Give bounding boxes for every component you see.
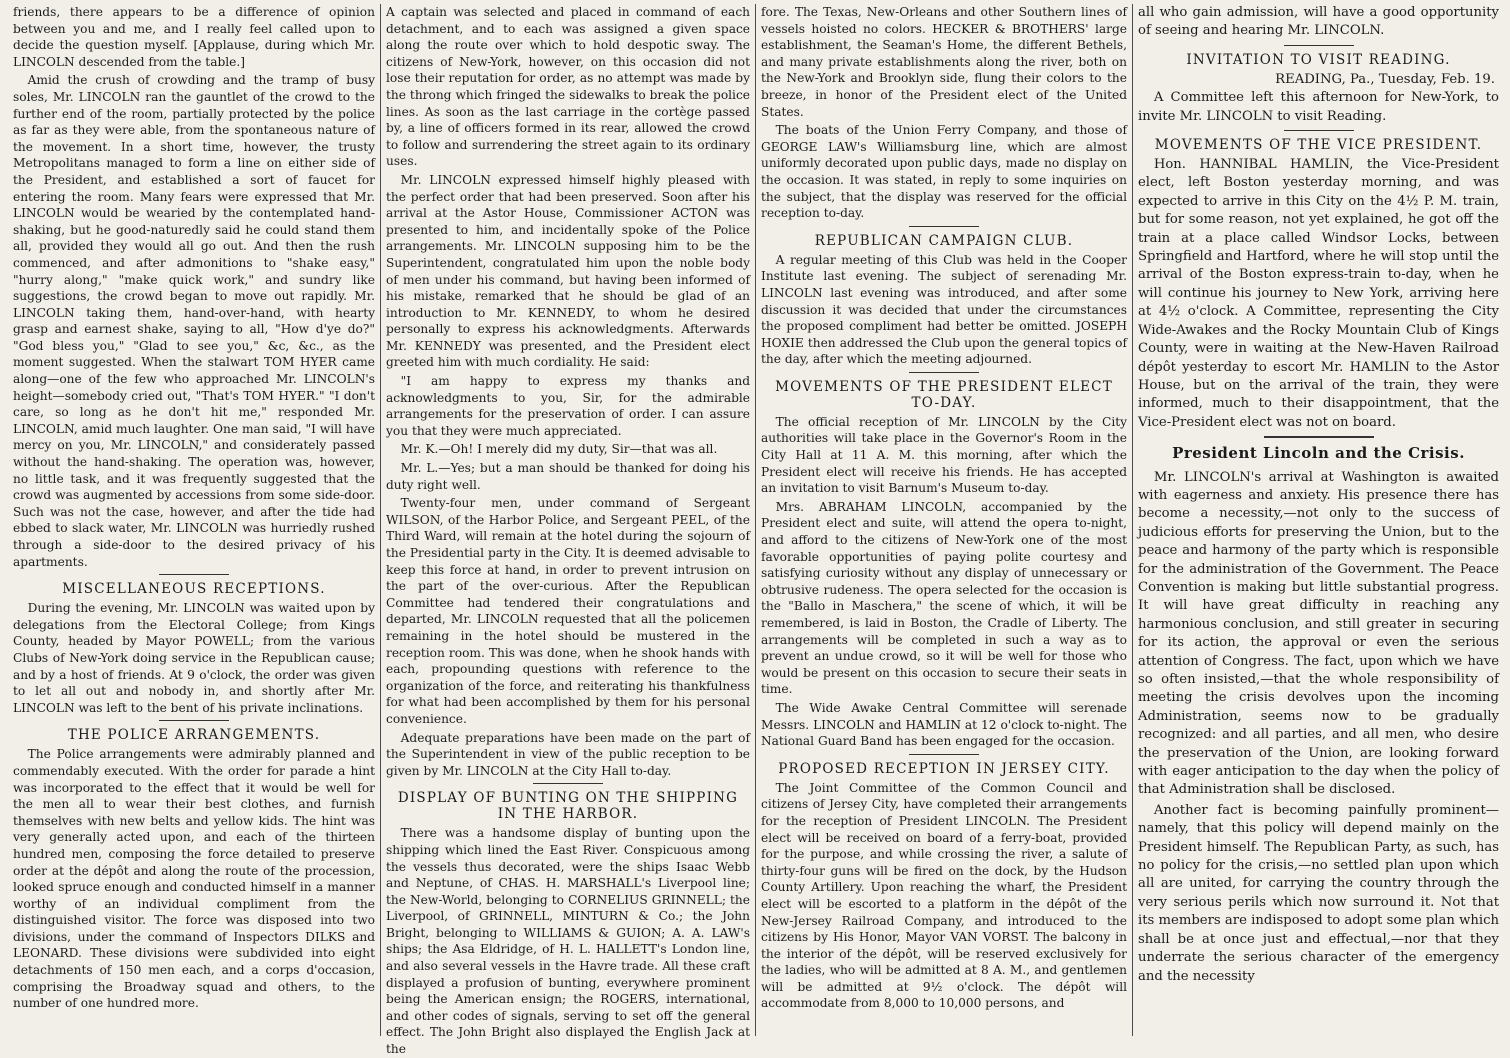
section-divider [1284,130,1354,131]
column-3 [755,4,1132,1036]
article-paragraph: Another fact is becoming painfully prominent—namely, that this policy will depend mainly on the President himself. The Republican Party, as such, has no policy for the crisis,—no settled plan upon which all are united, for carrying the country through the very serious perils which now surround it. Not that its members are indisposed to adopt some plan which shall be at once just and effectual,—nor that they underrate the serious character of the emergency and the necessity [1138,802,1499,984]
section-heading: PROPOSED RECEPTION IN JERSEY CITY. [778,760,1110,777]
section-divider [1264,436,1374,438]
section-heading: DISPLAY OF BUNTING ON THE SHIPPING IN THE HARBOR. [397,790,739,823]
section-heading: THE POLICE ARRANGEMENTS. [67,727,321,744]
section-divider [909,754,979,755]
article-paragraph: The Joint Committee of the Common Council and citizens of Jersey City, have completed their arrangements for the reception of President LINCOLN. The President elect will be received on board of a ferry-boat, provided for the purpose, and while crossing the river, a salute of thirty-four guns will be fired on the dock, by the Hudson County Artillery. Upon reaching the wharf, the President elect will be escorted to a platform in the dépôt of the New-Jersey Railroad Company, and introduced to the citizens by His Honor, Mayor VAN VORST. The balcony in the interior of the dépôt, will be reserved exclusively for the ladies, who will be admitted at 8 A. M., and gentlemen will be admitted at 9½ o'clock. The dépôt will accommodate from 8,000 to 10,000 persons, and [761,780,1127,1011]
column-2 [380,4,755,1057]
article-paragraph: A captain was selected and placed in command of each detachment, and to each was assigned a given space along the route over which to hold despotic sway. The citizens of New-York, however, on this occasion did not lose their reputation for order, as no attempt was made by the throng which fringed the sidewalks to break the police lines. As soon as the last carriage in the cortège passed by, a line of officers formed in its rear, allowed the crowd to follow and surrendering the street again to its ordinary uses. [386,5,750,169]
article-paragraph: During the evening, Mr. LINCOLN was waited upon by delegations from the Electoral College; from Kings County, headed by Mayor POWELL; from the various Clubs of New-York doing service in the Republican cause; and by a host of friends. At 9 o'clock, the order was given to let all out and nobody in, and shortly after Mr. LINCOLN was left to the bent of his private inclinations. [13,601,375,715]
article-paragraph: The Wide Awake Central Committee will serenade Messrs. LINCOLN and HAMLIN at 12 o'clock to-night. The National Guard Band has been engaged for the occasion. [761,700,1127,749]
article-paragraph: The boats of the Union Ferry Company, and those of GEORGE LAW's Williamsburg line, which are almost uniformly decorated upon public days, made no display on the occasion. It was stated, in reply to some inquiries on the subject, that the display was reserved for the official reception to-day. [761,123,1127,221]
section-divider [909,226,979,227]
column-4 [1132,4,1504,1036]
article-paragraph: "I am happy to express my thanks and acknowledgments to you, Sir, for the admirable arrangements for the preservation of order. I can assure you that they were much appreciated. [386,374,750,438]
dateline: READING, Pa., Tuesday, Feb. 19. [1275,71,1495,87]
article-paragraph: The official reception of Mr. LINCOLN by the City authorities will take place in the Governor's Room in the City Hall at 11 A. M. this morning, after which the President elect will receive his friends. He has accepted an invitation to visit Barnum's Museum to-day. [761,414,1127,496]
article-paragraph: Mr. LINCOLN expressed himself highly pleased with the perfect order that had been preserved. Soon after his arrival at the Astor House, Commissioner ACTON was presented to him, and incidentally spoke of the Police arrangements. Mr. LINCOLN supposing him to be the Superintendent, congratulated him upon the noble body of men under his command, but having been informed of his mistake, remarked that he should be glad of an introduction to Mr. KENNEDY, to whom he desired personally to express his acknowledgments. Afterwards Mr. KENNEDY was presented, and the President elect greeted him with much cordiality. He said: [386,172,750,370]
article-paragraph: Mr. LINCOLN's arrival at Washington is awaited with eagerness and anxiety. His presence there has become a necessity,—not only to the success of judicious efforts for preserving the Union, but to the peace and harmony of the party which is responsible for the administration of the Government. The Peace Convention is making but little substantial progress. It will have great difficulty in reaching any harmonious conclusion, and still greater in securing for its action, the approval or even the serious attention of Congress. The fact, upon which we have so often insisted,—that the whole responsibility of meeting the crisis devolves upon the incoming Administration, seems now to be gradually recognized: and all parties, and all men, who desire the preservation of the Union, are looking forward with eager anticipation to the day when the policy of that Administration shall be disclosed. [1138,469,1499,798]
article-paragraph: fore. The Texas, New-Orleans and other Southern lines of vessels hoisted no colors. HECKER & BROTHERS' large establishment, the Seaman's Home, the different Bethels, and many private establishments along the river, both on the New-York and Brooklyn side, flung their colors to the breeze, in honor of the President elect of the United States. [761,5,1127,119]
article-paragraph: Mrs. ABRAHAM LINCOLN, accompanied by the President elect and suite, will attend the opera to-night, and afford to the citizens of New-York one of the most favorable opportunities of paying polite courtesy and satisfying curiosity without any display of unnecessary or obtrusive rudeness. The opera selected for the occasion is the "Ballo in Maschera," the scene of which, it will be remembered, is laid in Boston, the Cradle of Liberty. The arrangements will be completed in such a way as to prevent an undue crowd, so it will be well for those who would be present on this occasion to secure their seats in time. [761,499,1127,697]
editorial-title: President Lincoln and the Crisis. [1172,444,1465,463]
section-heading: INVITATION TO VISIT READING. [1186,51,1451,68]
article-paragraph: A regular meeting of this Club was held in the Cooper Institute last evening. The subject of serenading Mr. LINCOLN last evening was introduced, and after some discussion it was decided that under the circumstances the proposed compliment had better be omitted. JOSEPH HOXIE then addressed the Club upon the general topics of the day, after which the meeting adjourned. [761,252,1127,367]
article-paragraph: Mr. K.—Oh! I merely did my duty, Sir—that was all. [400,442,718,457]
section-divider [1284,45,1354,46]
section-heading: MOVEMENTS OF THE PRESIDENT ELECT TO-DAY. [775,378,1113,411]
article-paragraph: Amid the crush of crowding and the tramp of busy soles, Mr. LINCOLN ran the gauntlet of the crowd to the further end of the room, partially protected by the police as far as they were able, from the spontaneous nature of the movement. In a short time, however, the trusty Metropolitans managed to form a line on either side of the President, and established a sort of faucet for entering the room. Many fears were expressed that Mr. LINCOLN would be wearied by the contemplated hand-shaking, but he good-naturedly said he could stand them all, provided they would all go out. And then the rush commenced, and after admonitions to "shake easy," "hurry along," "make quick work," and sundry like suggestions, the crowd began to move out rapidly. Mr. LINCOLN taking them, hand-over-hand, with hearty grasp and earnest shake, saying to all, "How d'ye do?" "God bless you," "Glad to see you," &c, &c., as the moment suggested. When the stalwart TOM HYER came along—one of the few who approached Mr. LINCOLN's height—somebody cried out, "That's TOM HYER." "I don't care, so long as he don't hit me," responded Mr. LINCOLN, amid much laughter. One man said, "I will have mercy on you, Mr. LINCOLN," and considerately passed without the hand-shaking. The operation was, however, no little task, and it was frequently suggested that the crowd was augmented by accessions from some side-door. Such was not the case, however, and after the tide had ebbed to slack water, Mr. LINCOLN was hurriedly rushed through a side-door to the desired privacy of his apartments. [13,73,375,569]
article-paragraph: There was a handsome display of bunting upon the shipping which lined the East River. Conspicuous among the vessels thus decorated, were the ships Isaac Webb and Neptune, of CHAS. H. MARSHALL's Liverpool line; the New-World, belonging to CORNELIUS GRINNELL; the Liverpool, of GRINNELL, MINTURN & Co.; the John Bright, belonging to WILLIAMS & GUION; A. A. LAW's ships; the Asa Eldridge, of H. L. HALLETT's London line, and also several vessels in the Havre trade. All these craft displayed a profusion of bunting, everywhere prominent being the American ensign; the ROGERS, international, and other codes of signals, serving to set off the general effect. The John Bright also displayed the English Jack at the [386,826,750,1057]
section-divider [159,720,229,721]
section-divider [533,783,603,784]
article-paragraph: all who gain admission, will have a good opportunity of seeing and hearing Mr. LINCOLN. [1138,5,1499,39]
article-paragraph: Twenty-four men, under command of Sergeant WILSON, of the Harbor Police, and Sergeant PEEL, of the Third Ward, will remain at the hotel during the sojourn of the Presidential party in the City. It is deemed advisable to keep this force at hand, in order to prevent intrusion on the part of the over-curious. After the Republican Committee had tendered their congratulations and departed, Mr. LINCOLN requested that all the policemen remaining in the hotel should be mustered in the reception room. This was done, when he shook hands with each, propounding questions with reference to the organization of the force, and reiterating his thankfulness for what had been accomplished by them for his personal convenience. [386,496,750,726]
section-heading: REPUBLICAN CAMPAIGN CLUB. [814,232,1074,249]
article-paragraph: Mr. L.—Yes; but a man should be thanked for doing his duty right well. [386,461,750,492]
article-paragraph: The Police arrangements were admirably planned and commendably executed. With the order for parade a hint was incorporated to the effect that it would be well for the men all to wear their best clothes, and furnish themselves with new belts and yellow kids. The hint was very generally acted upon, and each of the thirteen hundred men, composing the force detailed to preserve order at the dépôt and along the route of the procession, looked spruce enough and conducted himself in a manner worthy of an individual compliment from the distinguished visitor. The force was disposed into two divisions, under the command of Inspectors DILKS and LEONARD. These divisions were subdivided into eight detachments of 150 men each, and a corps d'occasion, comprising the Broadway squad and others, to the number of one hundred more. [13,747,375,1011]
column-1 [8,4,380,1036]
section-divider [909,372,979,373]
article-paragraph: Hon. HANNIBAL HAMLIN, the Vice-President elect, left Boston yesterday morning, and was expected to arrive in this City on the 4½ P. M. train, but for some reason, not yet explained, he got off the train at a place called Windsor Locks, between Springfield and Hartford, where he will stop until the arrival of the Boston express-train to-day, when he will continue his journey to New York, arriving here at 4½ o'clock. A Committee, representing the City Wide-Awakes and the Rocky Mountain Club of Kings County, were in waiting at the New-Haven Railroad dépôt yesterday to escort Mr. HAMLIN to the Astor House, but on the arrival of the train, they were informed, much to their disappointment, that the Vice-President elect was not on board. [1138,157,1499,430]
article-paragraph: friends, there appears to be a difference of opinion between you and me, and I really feel called upon to decide the question myself. [Applause, during which Mr. LINCOLN descended from the table.] [13,5,375,69]
section-divider [159,574,229,575]
section-heading: MISCELLANEOUS RECEPTIONS. [62,581,326,598]
article-paragraph: Adequate preparations have been made on the part of the Superintendent in view of the public reception to be given by Mr. LINCOLN at the City Hall to-day. [386,730,750,778]
section-heading: MOVEMENTS OF THE VICE PRESIDENT. [1154,137,1483,154]
article-paragraph: A Committee left this afternoon for New-York, to invite Mr. LINCOLN to visit Reading. [1138,90,1499,124]
